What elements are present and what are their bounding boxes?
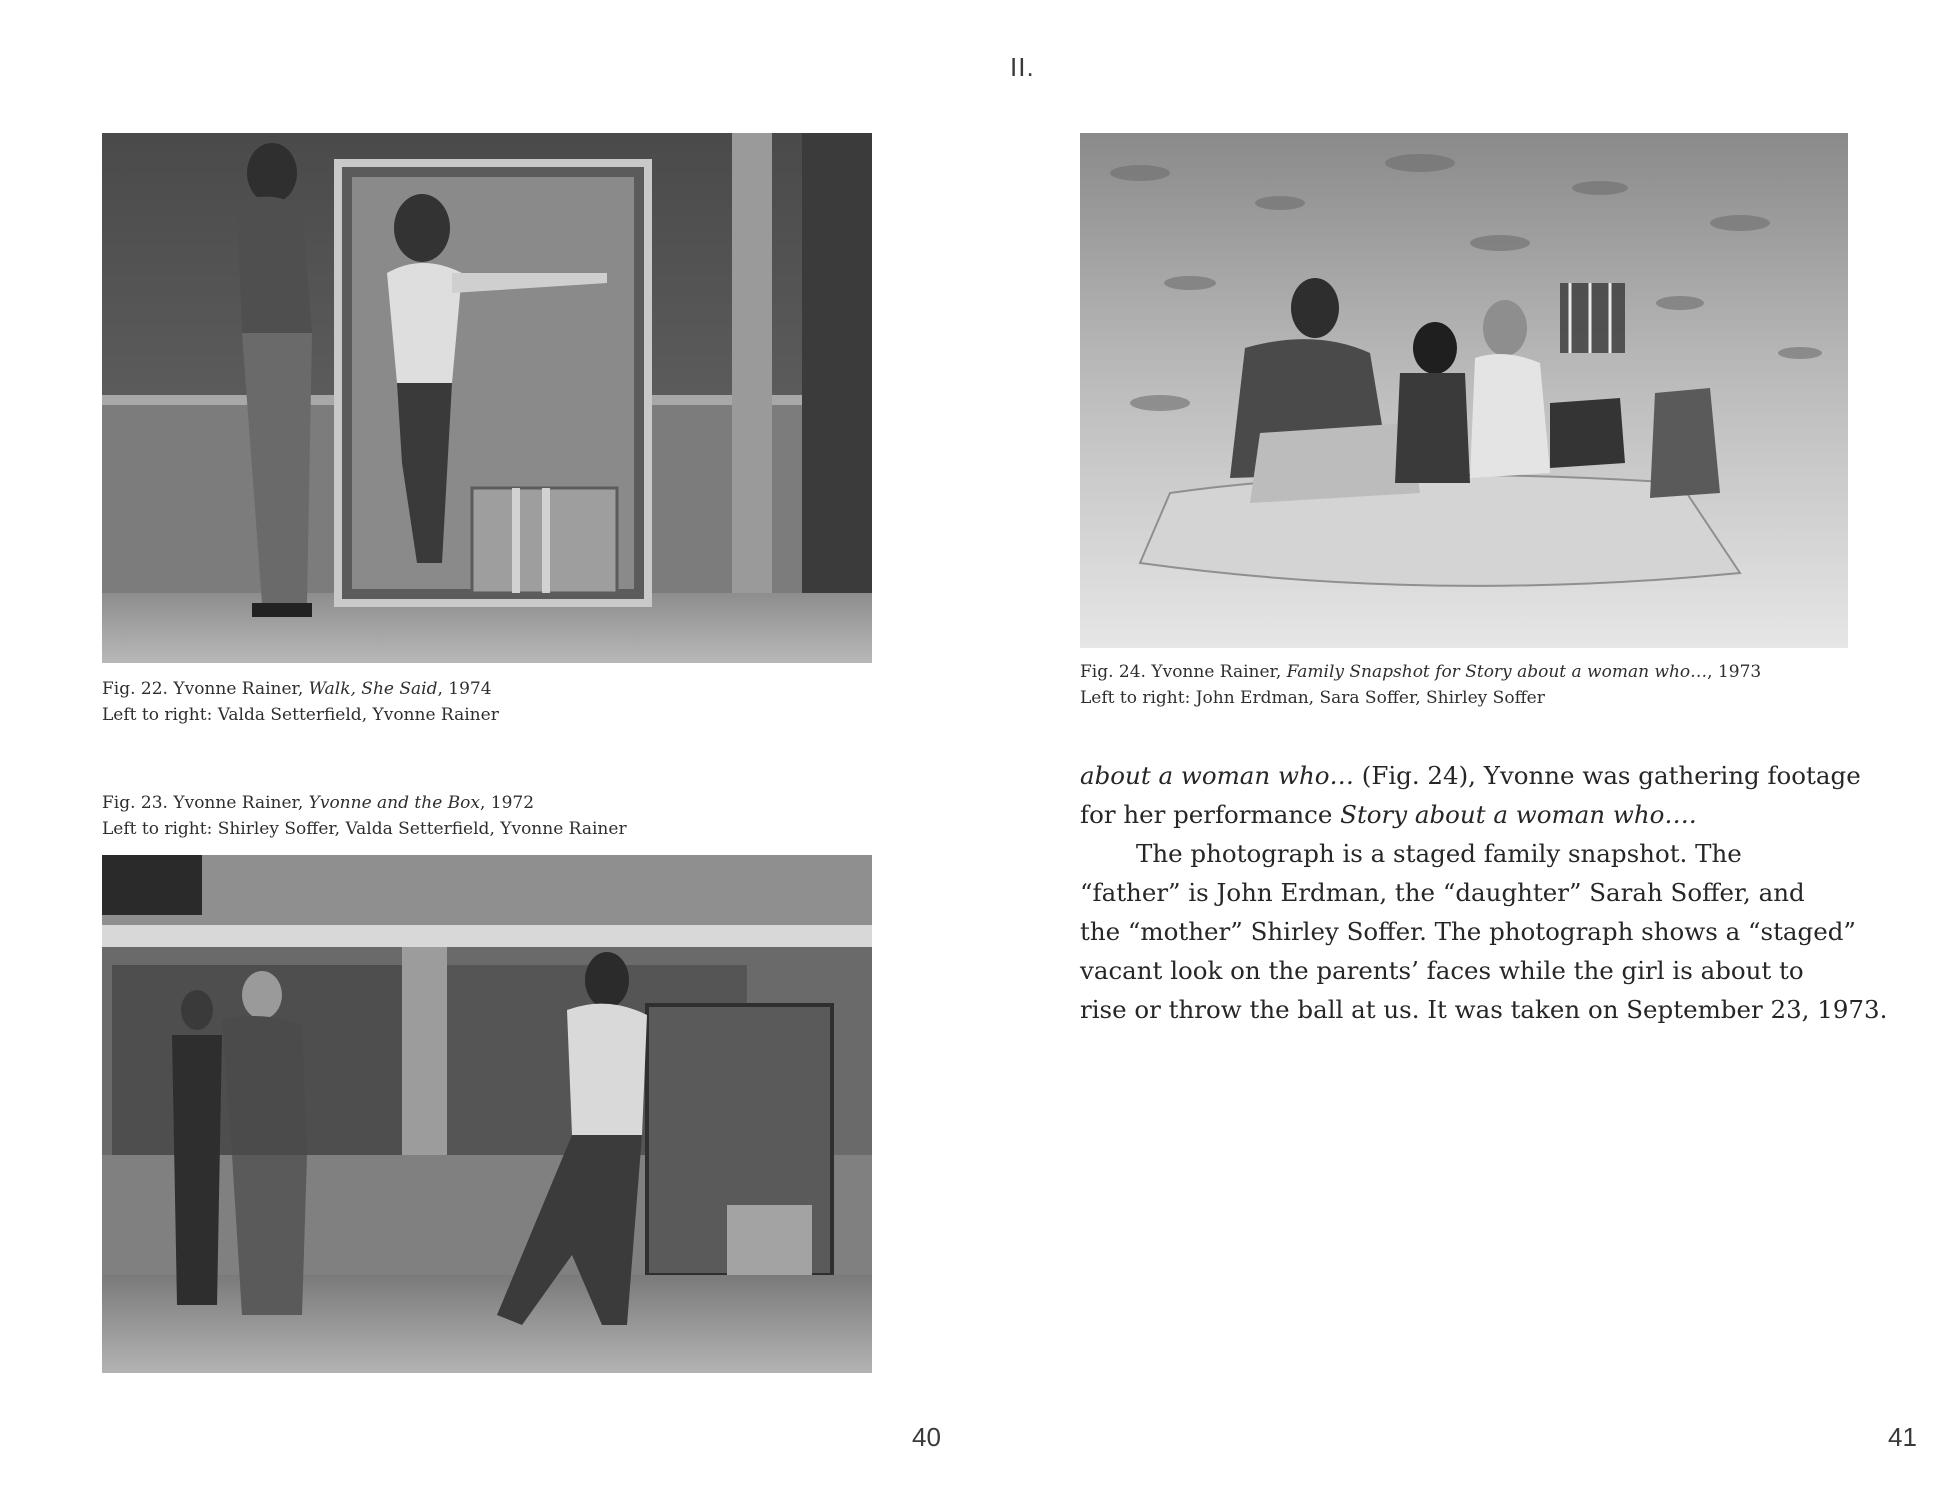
figure-24-credits: Left to right: John Erdman, Sara Soffer, Shirley Soffer <box>1080 688 1545 708</box>
body-line-2-start: for her performance <box>1080 800 1341 829</box>
page-number-left: 40 <box>912 1422 941 1452</box>
figure-24-photo <box>1080 133 1848 648</box>
body-line-2 <box>1080 795 1880 834</box>
body-line-6: vacant look on the parents’ faces while the girl is about to <box>1080 956 1804 985</box>
body-line-7: rise or throw the ball at us. It was taken on September 23, 1973. <box>1080 995 1888 1024</box>
body-line-4: “father” is John Erdman, the “daughter” Sarah Soffer, and <box>1080 878 1805 907</box>
figure-22-photo <box>102 133 872 663</box>
figure-24-label: Fig. 24. Yvonne Rainer, <box>1080 662 1287 682</box>
figure-22-title: Walk, She Said <box>308 679 438 699</box>
figure-23-year: , 1972 <box>479 793 535 813</box>
body-line-2-italic: Story about a woman who…. <box>1340 800 1697 829</box>
figure-23-title: Yvonne and the Box <box>308 793 480 813</box>
figure-23-photo <box>102 855 872 1373</box>
figure-22-caption <box>102 676 499 728</box>
body-line-5: the “mother” Shirley Soffer. The photograph shows a “staged” <box>1080 917 1856 946</box>
page-number-right: 41 <box>1888 1422 1917 1452</box>
figure-24-caption <box>1080 659 1761 711</box>
body-line-3: The photograph is a staged family snapshot. The <box>1136 839 1742 868</box>
figure-23-credits: Left to right: Shirley Soffer, Valda Setterfield, Yvonne Rainer <box>102 819 627 839</box>
section-number: II. <box>1010 52 1035 82</box>
figure-22-credits: Left to right: Valda Setterfield, Yvonne Rainer <box>102 705 499 725</box>
body-line-1 <box>1080 756 1880 795</box>
figure-22-year: , 1974 <box>437 679 492 699</box>
body-line-1-rest: (Fig. 24), Yvonne was gathering footage <box>1353 761 1861 790</box>
figure-24-year: , 1973 <box>1707 662 1762 682</box>
figure-22-label: Fig. 22. Yvonne Rainer, <box>102 679 309 699</box>
body-line-1-italic: about a woman who… <box>1080 761 1354 790</box>
figure-23-caption <box>102 790 627 842</box>
figure-24-title: Family Snapshot for Story about a woman who… <box>1286 662 1708 682</box>
figure-23-label: Fig. 23. Yvonne Rainer, <box>102 793 309 813</box>
body-text <box>1080 756 1888 1029</box>
